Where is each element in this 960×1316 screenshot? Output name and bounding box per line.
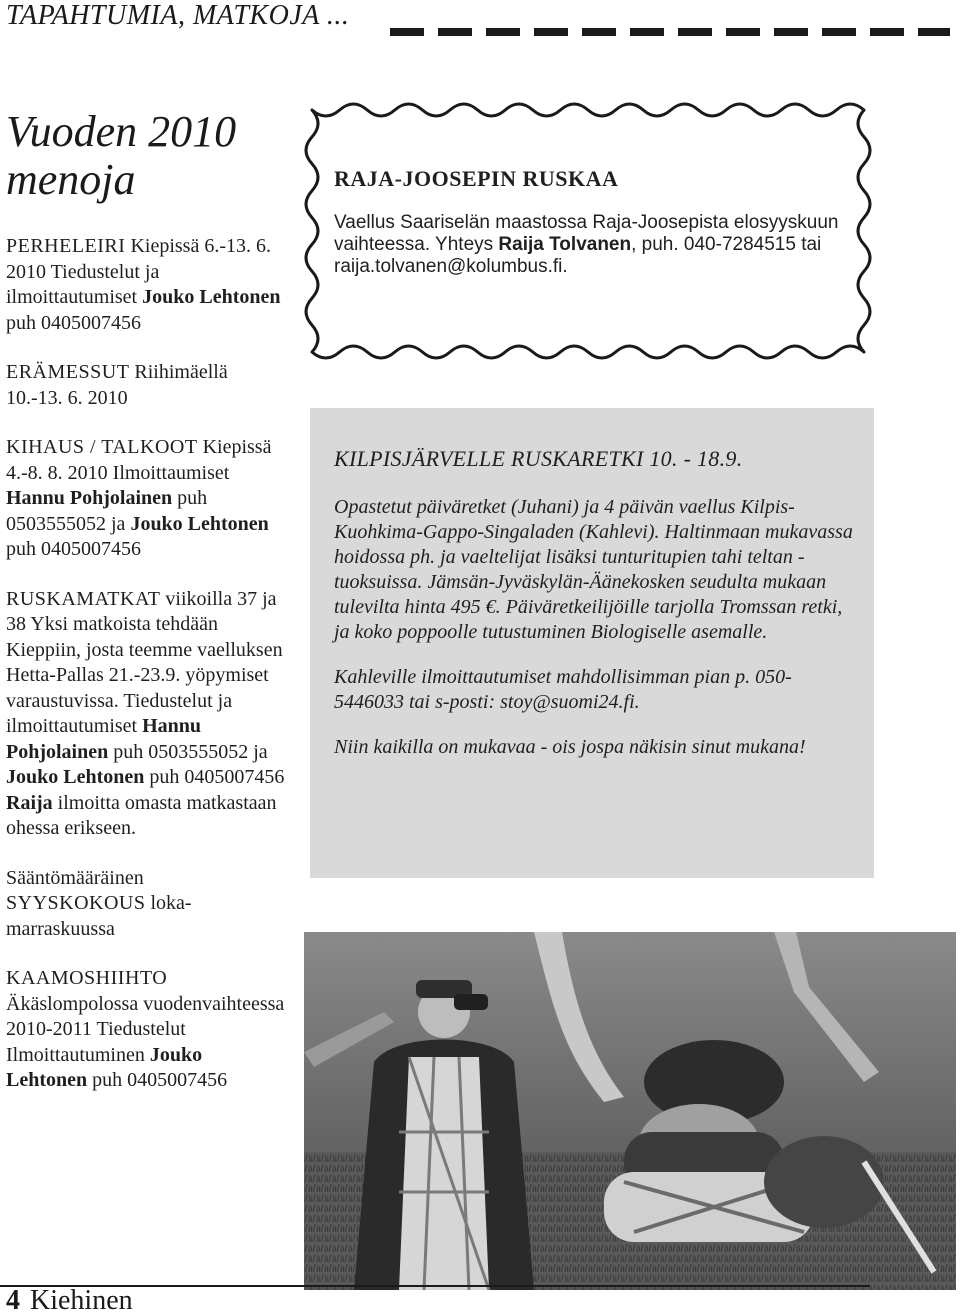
hiking-photo bbox=[304, 932, 956, 1290]
contact-name: Jouko Lehtonen bbox=[6, 766, 145, 788]
contact-name: Hannu Pohjolainen bbox=[6, 715, 202, 763]
event-title: ERÄMESSUT bbox=[6, 361, 130, 383]
notice-text-part: , puh. 040-7284515 tai raija.tolvanen@kolumbus.fi. bbox=[334, 234, 822, 277]
notice-paragraph: Niin kaikilla on mukavaa - ois jospa näkisin sinut mukana! bbox=[334, 736, 806, 758]
event-text: puh 0405007456 bbox=[144, 766, 285, 788]
event-title: KIHAUS / TALKOOT bbox=[6, 436, 198, 458]
event-text: puh 0405007456 bbox=[6, 538, 141, 560]
event-text: puh 0405007456 bbox=[87, 1069, 228, 1091]
event-title: RUSKAMATKAT bbox=[6, 587, 161, 610]
contact-name: Hannu Pohjolainen bbox=[6, 487, 173, 509]
raja-joosepi-notice bbox=[334, 168, 844, 278]
event-eramessut bbox=[6, 360, 288, 411]
event-text: Kiepissä 4.-8. 8. 2010 Ilmoittaumiset bbox=[6, 436, 272, 484]
event-text: Sääntömääräinen bbox=[6, 866, 144, 889]
event-text: viikoilla 37 ja 38 Yksi matkoista tehdään Kieppiin, josta teemme vaelluksen Hetta-Pallas 21.-23.9. yöpymiset varaustuvissa. Tiedustelut ja ilmoittautumiset bbox=[6, 587, 283, 737]
notice-text bbox=[334, 212, 844, 278]
contact-name: Jouko Lehtonen bbox=[142, 286, 281, 308]
page-number: 4 bbox=[6, 1285, 20, 1316]
event-perheleiri bbox=[6, 234, 288, 336]
publication-name: Kiehinen bbox=[30, 1285, 133, 1316]
page-heading: Vuoden 2010 menoja bbox=[6, 107, 237, 204]
event-kihaus bbox=[6, 435, 288, 563]
event-syyskokous bbox=[6, 866, 288, 943]
notice-paragraph: Kahleville ilmoittautumiset mahdollisimman pian p. 050-5446033 tai s-posti: stoy@suomi24.fi. bbox=[334, 666, 792, 713]
events-list bbox=[6, 234, 288, 1094]
notice-title: KILPISJÄRVELLE RUSKARETKI 10. - 18.9. bbox=[334, 446, 743, 471]
event-text: puh 0405007456 bbox=[6, 311, 141, 334]
event-title: SYYSKOKOUS bbox=[6, 892, 146, 914]
event-kaamoshiihto bbox=[6, 966, 288, 1094]
event-ruskamatkat bbox=[6, 587, 288, 842]
event-text: loka-marraskuussa bbox=[6, 892, 192, 940]
event-text: puh 0503555052 ja bbox=[108, 740, 268, 763]
kilpis-notice bbox=[334, 446, 854, 760]
contact-name: Raija bbox=[6, 791, 53, 814]
event-text: Äkäslompolossa vuodenvaihteessa 2010-2011 Tiedustelut Ilmoittautuminen bbox=[6, 992, 285, 1066]
contact-name: Jouko Lehtonen bbox=[6, 1043, 203, 1091]
notice-title: RAJA-JOOSEPIN RUSKAA bbox=[334, 166, 619, 191]
contact-name: Raija Tolvanen bbox=[498, 234, 632, 255]
page-footer bbox=[6, 1286, 133, 1316]
event-title: PERHELEIRI bbox=[6, 235, 126, 257]
notice-paragraph: Opastetut päiväretket (Juhani) ja 4 päivän vaellus Kilpis-Kuohkima-Gappo-Singaladen (Kahlevi). Haltinmaan mukavassa hoidossa ph. ja vaeltelijat lisäksi tunturitupien tahi teltan - tuoksuissa. Jämsän-Jyväskylän-Äänekosken seudulta mukaan tulevilta hinta 495 €. Päiväretkeilijöille tarjolla Tromssan retki, ja koko poppoolle tutustuminen Biologiselle asemalle. bbox=[334, 496, 853, 643]
contact-name: Jouko Lehtonen bbox=[130, 512, 269, 535]
hiking-photo-illustration bbox=[304, 932, 956, 1290]
event-text: Kiepissä 6.-13. 6. 2010 Tiedustelut ja ilmoittautumiset bbox=[6, 235, 271, 308]
notice-text-part: Vaellus Saariselän maastossa Raja-Joosepista elosyyskuun vaihteessa. Yhteys bbox=[334, 212, 839, 255]
section-title: TAPAHTUMIA, MATKOJA ... bbox=[6, 0, 350, 31]
header-dashed-rule bbox=[390, 28, 950, 36]
event-text: Riihimäellä 10.-13. 6. 2010 bbox=[6, 361, 228, 409]
event-title: KAAMOSHIIHTO bbox=[6, 967, 168, 989]
event-text: ilmoitta omasta matkastaan ohessa erikseen. bbox=[6, 791, 277, 839]
event-text: puh 0503555052 ja bbox=[6, 487, 208, 535]
